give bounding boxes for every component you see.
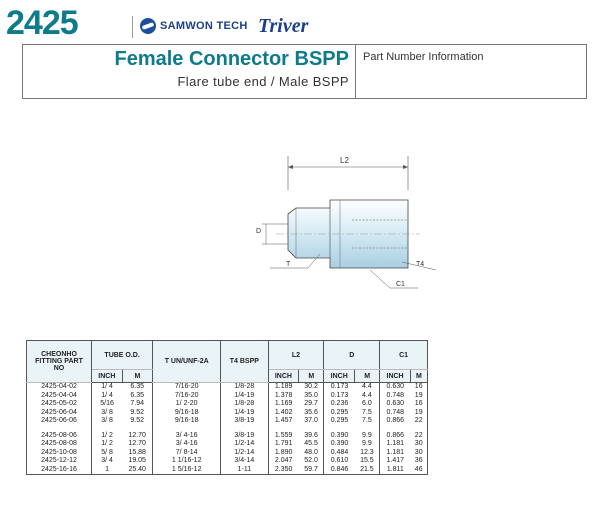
cell-l2-m: 45.5 xyxy=(299,440,324,449)
cell-c1-m: 16 xyxy=(410,383,427,392)
cell-tube-inch: 1/ 4 xyxy=(92,392,123,401)
cell-t-thread: 9/16-18 xyxy=(153,409,221,418)
l2-arrow-right xyxy=(403,165,408,169)
cell-d-m: 9.9 xyxy=(355,440,380,449)
table-row xyxy=(27,383,428,392)
col-l2: L2 xyxy=(268,341,324,370)
cell-l2-inch: 1.457 xyxy=(268,417,299,426)
cell-l2-m: 35.6 xyxy=(299,409,324,418)
sub-inch: INCH xyxy=(92,370,123,383)
spec-table-body xyxy=(27,383,428,475)
cell-part-no: 2425-06-06 xyxy=(27,417,92,426)
cell-d-inch: 0.610 xyxy=(324,457,355,466)
cell-c1-m: 46 xyxy=(410,466,427,475)
cell-t4-bspp: 3/4-14 xyxy=(221,457,268,466)
product-subtitle: Flare tube end / Male BSPP xyxy=(177,74,349,89)
cell-t-thread: 9/16-18 xyxy=(153,417,221,426)
cell-tube-m: 6.35 xyxy=(122,392,153,401)
cell-c1-inch: 1.181 xyxy=(380,449,411,458)
cell-l2-m: 29.7 xyxy=(299,400,324,409)
d-label: D xyxy=(256,228,262,235)
cell-l2-inch: 2.047 xyxy=(268,457,299,466)
t4-label: T4 xyxy=(416,261,425,268)
cell-d-m: 7.5 xyxy=(355,417,380,426)
sub-m: M xyxy=(410,370,427,383)
cell-d-m: 7.5 xyxy=(355,409,380,418)
cell-tube-m: 9.52 xyxy=(122,409,153,418)
cell-tube-inch: 1/ 2 xyxy=(92,432,123,441)
cell-d-m: 4.4 xyxy=(355,383,380,392)
cell-l2-m: 39.6 xyxy=(299,432,324,441)
cell-t-thread: 1 1/16-12 xyxy=(153,457,221,466)
cell-d-inch: 0.295 xyxy=(324,409,355,418)
cell-c1-m: 30 xyxy=(410,449,427,458)
table-row xyxy=(27,432,428,441)
table-row xyxy=(27,392,428,401)
cell-l2-m: 59.7 xyxy=(299,466,324,475)
cell-t4-bspp: 1/4-19 xyxy=(221,409,268,418)
cell-tube-m: 12.70 xyxy=(122,440,153,449)
cell-tube-inch: 5/16 xyxy=(92,400,123,409)
cell-l2-inch: 1.169 xyxy=(268,400,299,409)
cell-tube-inch: 3/ 4 xyxy=(92,457,123,466)
cell-c1-m: 19 xyxy=(410,409,427,418)
cell-c1-inch: 0.630 xyxy=(380,400,411,409)
cell-c1-inch: 1.417 xyxy=(380,457,411,466)
cell-part-no: 2425-12-12 xyxy=(27,457,92,466)
cell-d-inch: 0.173 xyxy=(324,392,355,401)
l2-arrow-left xyxy=(288,165,293,169)
cell-part-no: 2425-06-04 xyxy=(27,409,92,418)
spec-table xyxy=(26,340,428,475)
cell-part-no: 2425-16-16 xyxy=(27,466,92,475)
cell-t-thread: 1 5/16-12 xyxy=(153,466,221,475)
cell-c1-inch: 1.811 xyxy=(380,466,411,475)
cell-c1-m: 30 xyxy=(410,440,427,449)
cell-d-m: 4.4 xyxy=(355,392,380,401)
sub-m: M xyxy=(122,370,153,383)
table-row xyxy=(27,457,428,466)
cell-c1-m: 22 xyxy=(410,432,427,441)
cell-c1-inch: 1.181 xyxy=(380,440,411,449)
cell-c1-inch: 0.748 xyxy=(380,409,411,418)
model-number: 2425 xyxy=(6,4,78,42)
c1-label: C1 xyxy=(396,281,405,288)
cell-c1-inch: 0.866 xyxy=(380,417,411,426)
cell-d-inch: 0.236 xyxy=(324,400,355,409)
l2-label: L2 xyxy=(340,156,349,165)
product-title: Female Connector BSPP xyxy=(114,48,349,70)
cell-l2-inch: 1.890 xyxy=(268,449,299,458)
cell-part-no: 2425-08-06 xyxy=(27,432,92,441)
table-row xyxy=(27,409,428,418)
col-part-no: CHEONHO FITTING PART NO xyxy=(27,341,92,383)
cell-c1-m: 22 xyxy=(410,417,427,426)
cell-t4-bspp: 3/8-19 xyxy=(221,432,268,441)
cell-t4-bspp: 1/2-14 xyxy=(221,449,268,458)
cell-d-inch: 0.846 xyxy=(324,466,355,475)
cell-t-thread: 3/ 4-16 xyxy=(153,432,221,441)
cell-d-m: 9.9 xyxy=(355,432,380,441)
col-c1: C1 xyxy=(380,341,428,370)
cell-d-inch: 0.295 xyxy=(324,417,355,426)
t-label: T xyxy=(286,261,291,268)
cell-t-thread: 3/ 4-16 xyxy=(153,440,221,449)
sub-inch: INCH xyxy=(324,370,355,383)
cell-tube-m: 7.94 xyxy=(122,400,153,409)
cell-c1-inch: 0.630 xyxy=(380,383,411,392)
samwon-logo-text: SAMWON TECH xyxy=(160,20,248,32)
samwon-logo xyxy=(140,18,248,34)
cell-tube-inch: 1/ 4 xyxy=(92,383,123,392)
cell-tube-inch: 5/ 8 xyxy=(92,449,123,458)
cell-t4-bspp: 1-11 xyxy=(221,466,268,475)
cell-t-thread: 7/16-20 xyxy=(153,392,221,401)
cell-l2-inch: 1.189 xyxy=(268,383,299,392)
cell-part-no: 2425-10-08 xyxy=(27,449,92,458)
cell-t4-bspp: 1/4-19 xyxy=(221,392,268,401)
cell-tube-m: 12.70 xyxy=(122,432,153,441)
cell-l2-inch: 1.559 xyxy=(268,432,299,441)
table-row xyxy=(27,449,428,458)
cell-c1-m: 36 xyxy=(410,457,427,466)
cell-part-no: 2425-08-08 xyxy=(27,440,92,449)
cell-d-inch: 0.390 xyxy=(324,432,355,441)
col-d: D xyxy=(324,341,380,370)
cell-d-m: 6.0 xyxy=(355,400,380,409)
cell-t4-bspp: 1/8-28 xyxy=(221,400,268,409)
cell-tube-inch: 1 xyxy=(92,466,123,475)
cell-t4-bspp: 1/8-28 xyxy=(221,383,268,392)
cell-t4-bspp: 3/8-19 xyxy=(221,417,268,426)
cell-part-no: 2425-05-02 xyxy=(27,400,92,409)
cell-tube-m: 25.40 xyxy=(122,466,153,475)
cell-d-m: 15.5 xyxy=(355,457,380,466)
cell-t-thread: 7/16-20 xyxy=(153,383,221,392)
cell-l2-inch: 1.791 xyxy=(268,440,299,449)
col-tube-od: TUBE O.D. xyxy=(92,341,153,370)
cell-l2-inch: 2.350 xyxy=(268,466,299,475)
cell-tube-m: 6.35 xyxy=(122,383,153,392)
title-divider xyxy=(355,44,356,99)
table-row xyxy=(27,466,428,475)
cell-tube-m: 15.88 xyxy=(122,449,153,458)
sub-inch: INCH xyxy=(268,370,299,383)
cell-tube-inch: 1/ 2 xyxy=(92,440,123,449)
cell-t-thread: 1/ 2-20 xyxy=(153,400,221,409)
cell-l2-inch: 1.402 xyxy=(268,409,299,418)
part-number-info-label: Part Number Information xyxy=(363,51,484,63)
table-row xyxy=(27,400,428,409)
cell-d-inch: 0.390 xyxy=(324,440,355,449)
cell-l2-m: 30.2 xyxy=(299,383,324,392)
col-t4-bspp: T4 BSPP xyxy=(221,341,268,383)
cell-c1-inch: 0.866 xyxy=(380,432,411,441)
cell-l2-m: 37.0 xyxy=(299,417,324,426)
sub-m: M xyxy=(355,370,380,383)
cell-l2-m: 48.0 xyxy=(299,449,324,458)
cell-d-m: 21.5 xyxy=(355,466,380,475)
cell-d-inch: 0.484 xyxy=(324,449,355,458)
cell-part-no: 2425-04-02 xyxy=(27,383,92,392)
triver-logo: Triver xyxy=(258,15,309,37)
cell-part-no: 2425-04-04 xyxy=(27,392,92,401)
connector-drawing xyxy=(240,150,470,295)
cell-tube-m: 9.52 xyxy=(122,417,153,426)
sub-m: M xyxy=(299,370,324,383)
col-t-thread: T UN/UNF-2A xyxy=(153,341,221,383)
cell-t-thread: 7/ 8-14 xyxy=(153,449,221,458)
cell-c1-inch: 0.748 xyxy=(380,392,411,401)
cell-tube-inch: 3/ 8 xyxy=(92,409,123,418)
cell-d-inch: 0.173 xyxy=(324,383,355,392)
cell-l2-inch: 1.378 xyxy=(268,392,299,401)
c1-leader-d xyxy=(370,270,390,288)
table-row xyxy=(27,417,428,426)
cell-l2-m: 35.0 xyxy=(299,392,324,401)
cell-c1-m: 19 xyxy=(410,392,427,401)
cell-tube-inch: 3/ 8 xyxy=(92,417,123,426)
samwon-logo-icon xyxy=(140,18,156,34)
cell-d-m: 12.3 xyxy=(355,449,380,458)
cell-tube-m: 19.05 xyxy=(122,457,153,466)
sub-inch: INCH xyxy=(380,370,411,383)
header-divider xyxy=(132,16,133,38)
cell-c1-m: 16 xyxy=(410,400,427,409)
cell-t4-bspp: 1/2-14 xyxy=(221,440,268,449)
cell-l2-m: 52.0 xyxy=(299,457,324,466)
table-row xyxy=(27,440,428,449)
